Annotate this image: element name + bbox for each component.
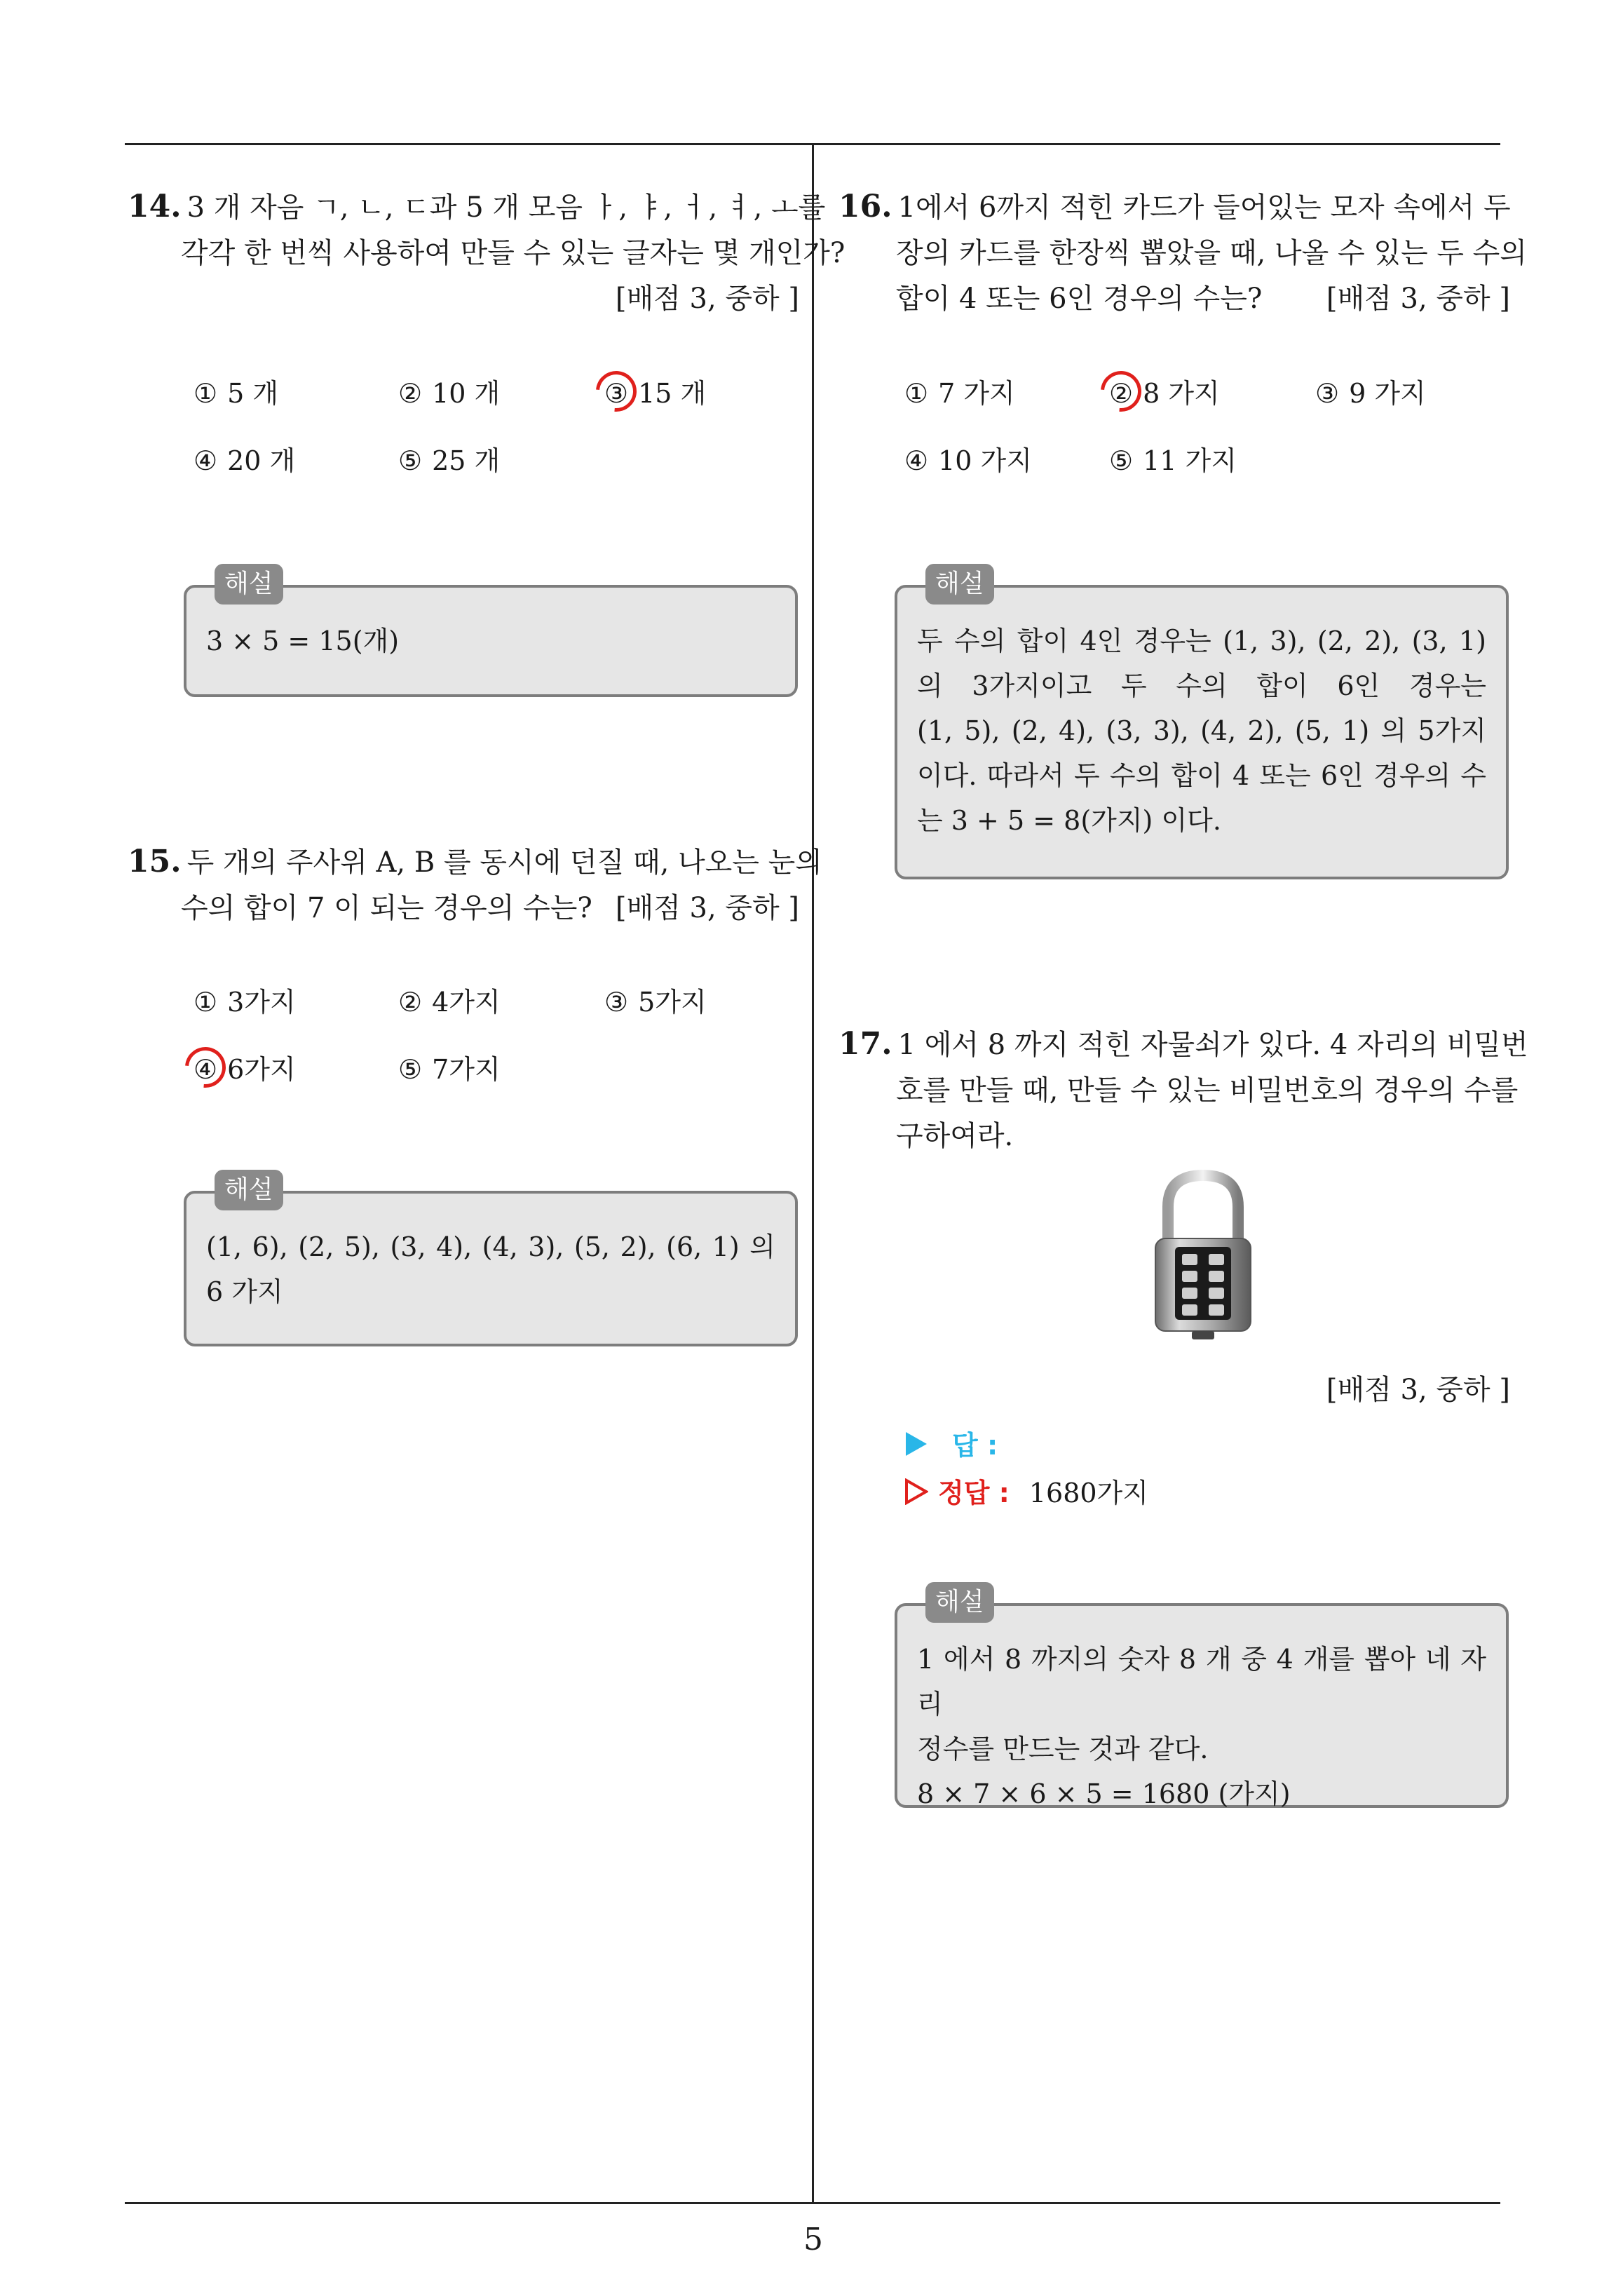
question-17-line3: 구하여라. [896,1120,1014,1152]
bottom-rule [125,2202,1500,2204]
choice-15-1[interactable]: ① 3가지 [193,987,296,1018]
explanation-16-line3: (1, 5), (2, 4), (3, 3), (4, 2), (5, 1) 의 5가지 [917,715,1486,746]
question-15 [128,839,822,931]
question-17-number: 17. [838,1026,892,1062]
correct-label: 정답 : [938,1478,1010,1508]
question-17-score: [배점 3, 중하 ] [1326,1374,1510,1406]
choice-14-4[interactable]: ④ 20 개 [193,445,296,476]
question-14-score: [배점 3, 중하 ] [615,283,799,315]
explanation-17-line1: 1 에서 8 까지의 숫자 8 개 중 4 개를 뽑아 네 자리 [917,1644,1486,1720]
question-14 [128,184,846,322]
choice-14-3[interactable]: ③ 15 개 [604,372,706,410]
explanation-tag-16: 해설 [925,564,994,605]
choice-15-3[interactable]: ③ 5가지 [604,987,707,1018]
column-divider [812,143,814,2203]
choice-16-2[interactable]: ② 8 가지 [1109,372,1220,410]
choice-14-5[interactable]: ⑤ 25 개 [398,445,501,476]
question-16-score: [배점 3, 중하 ] [1326,283,1510,315]
correct-value: 1680가지 [1028,1478,1148,1508]
explanation-box-16 [895,585,1509,879]
question-16 [838,184,1527,322]
explanation-17-line3: 8 × 7 × 6 × 5 = 1680 (가지) [917,1778,1291,1809]
selected-circle-mark [1092,363,1150,420]
correct-answer-row [904,1471,1148,1510]
question-17-score-row [838,1368,1510,1413]
question-16-number: 16. [838,189,892,224]
page-number: 5 [803,2222,823,2257]
choice-14-2[interactable]: ② 10 개 [398,378,501,409]
choice-15-2[interactable]: ② 4가지 [398,987,501,1018]
explanation-15-line1: (1, 6), (2, 5), (3, 4), (4, 3), (5, 2), (6, 1) 의 [206,1231,775,1262]
question-16-line1: 16. 1에서 6까지 적힌 카드가 들어있는 모자 속에서 두 [838,189,1511,224]
explanation-14-text: 3 × 5 = 15(개) [206,626,400,656]
question-15-line2: 수의 합이 7 이 되는 경우의 수는? [배점 3, 중하 ] [128,886,799,931]
answer-marker-icon [904,1431,928,1457]
explanation-16-line4: 이다. 따라서 두 수의 합이 4 또는 6인 경우의 수 [917,760,1486,791]
correct-marker-icon [904,1478,928,1505]
selected-circle-mark [588,363,645,420]
explanation-tag-14: 해설 [215,564,283,605]
question-15-score: [배점 3, 중하 ] [615,892,799,924]
explanation-17-line2: 정수를 만드는 것과 같다. [917,1734,1209,1764]
explanation-box-15 [184,1191,798,1346]
explanation-box-17 [895,1603,1509,1808]
explanation-15-line2: 6 가지 [206,1276,283,1307]
choice-14-1[interactable]: ① 5 개 [193,378,279,409]
padlock-image [1147,1168,1259,1344]
question-14-line2: 각각 한 번씩 사용하여 만들 수 있는 글자는 몇 개인가? [181,237,846,269]
question-15-number: 15. [128,844,182,879]
choice-16-4[interactable]: ④ 10 가지 [904,445,1032,476]
question-17-line1: 17. 1 에서 8 까지 적힌 자물쇠가 있다. 4 자리의 비밀번 [838,1026,1528,1062]
selected-circle-mark [177,1039,234,1096]
choice-16-3[interactable]: ③ 9 가지 [1315,378,1426,409]
question-16-line2: 장의 카드를 한장씩 뽑았을 때, 나올 수 있는 두 수의 [896,237,1527,269]
question-14-number: 14. [128,189,182,224]
explanation-tag-17: 해설 [925,1582,994,1623]
question-17-line2: 호를 만들 때, 만들 수 있는 비밀번호의 경우의 수를 [896,1074,1519,1107]
explanation-tag-15: 해설 [215,1170,283,1210]
question-16-line3: 합이 4 또는 6인 경우의 수는? [배점 3, 중하 ] [838,276,1510,322]
explanation-16-line2: 의 3가지이고 두 수의 합이 6인 경우는 [917,670,1486,701]
choice-15-4[interactable]: ④ 6가지 [193,1048,296,1086]
choice-15-5[interactable]: ⑤ 7가지 [398,1054,501,1085]
explanation-16-line1: 두 수의 합이 4인 경우는 (1, 3), (2, 2), (3, 1) [917,626,1486,656]
question-17 [838,1021,1528,1159]
answer-row[interactable] [904,1424,998,1462]
question-14-line1: 14. 3 개 자음 ㄱ, ㄴ, ㄷ과 5 개 모음 ㅏ, ㅑ, ㅓ, ㅕ, ㅗ를 [128,189,826,224]
answer-label: 답 : [952,1430,998,1461]
question-15-line1: 15. 두 개의 주사위 A, B 를 동시에 던질 때, 나오는 눈의 [128,844,822,879]
choice-16-1[interactable]: ① 7 가지 [904,378,1015,409]
explanation-16-line5: 는 3 + 5 = 8(가지) 이다. [917,805,1221,836]
choice-16-5[interactable]: ⑤ 11 가지 [1109,445,1237,476]
